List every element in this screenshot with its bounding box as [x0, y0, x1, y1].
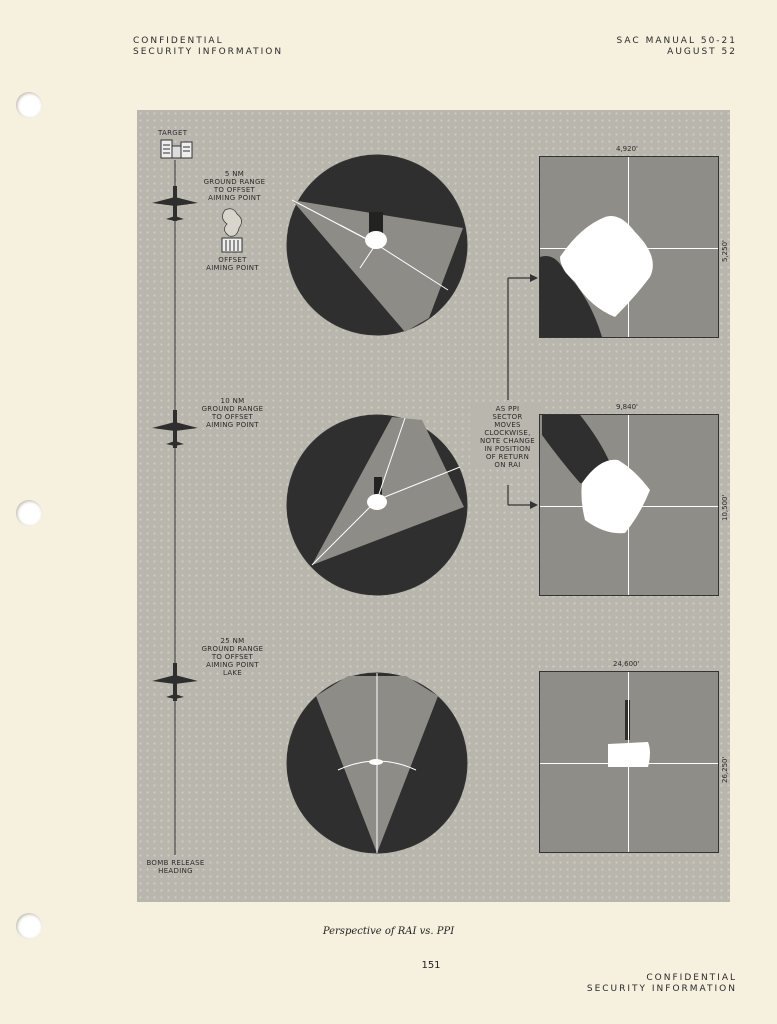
header-confidential: CONFIDENTIAL — [133, 36, 224, 46]
ppi-scope-1 — [287, 155, 467, 335]
rai2-returns — [540, 415, 718, 595]
note-line7: OF RETURN — [485, 453, 530, 461]
step2-line2: GROUND RANGE — [201, 405, 264, 413]
header-date: AUGUST 52 — [667, 47, 737, 57]
note-line3: MOVES — [494, 421, 521, 429]
step1-line4: AIMING POINT — [208, 194, 261, 202]
rai-panel-2 — [539, 414, 719, 596]
offset-aiming-point-icon — [222, 209, 242, 252]
note-arrows — [508, 274, 538, 509]
footer-security-info: SECURITY INFORMATION — [586, 984, 737, 994]
figure-caption: Perspective of RAI vs. PPI — [322, 926, 455, 937]
step3-line1: 25 NM — [220, 637, 245, 645]
offset-line2: AIMING POINT — [206, 264, 259, 272]
rai-panel-3 — [539, 671, 719, 853]
rai2-height-label: 10,500' — [721, 494, 729, 521]
ppi-scope-3 — [287, 673, 467, 853]
offset-label — [195, 256, 270, 272]
note-line6: IN POSITION — [484, 445, 531, 453]
bomb-release-label — [138, 859, 213, 875]
rai-panel-1 — [539, 156, 719, 338]
offset-line1: OFFSET — [218, 256, 247, 264]
step1-line2: GROUND RANGE — [203, 178, 266, 186]
step2-label — [195, 397, 270, 429]
rai1-width-label: 4,920' — [616, 145, 638, 153]
step2-line1: 10 NM — [220, 397, 245, 405]
step3-line3: TO OFFSET — [211, 653, 254, 661]
target-building-icon — [161, 140, 192, 158]
rai1-returns — [540, 157, 718, 337]
target-label: TARGET — [158, 129, 188, 137]
step2-line3: TO OFFSET — [211, 413, 254, 421]
step3-line4: AIMING POINT — [206, 661, 259, 669]
footer-confidential: CONFIDENTIAL — [646, 973, 737, 983]
note-line1: AS PPI — [495, 405, 520, 413]
footer-classification — [587, 973, 737, 995]
note-line5: NOTE CHANGE — [480, 437, 535, 445]
aircraft-2-icon — [152, 410, 198, 448]
note-label — [470, 405, 545, 469]
header-manual: SAC MANUAL 50-21 — [616, 36, 737, 46]
ppi-scope-2 — [287, 415, 467, 595]
note-line8: ON RAI — [494, 461, 521, 469]
note-line2: SECTOR — [492, 413, 523, 421]
step1-label — [197, 170, 272, 202]
rai3-returns — [540, 672, 718, 852]
rai3-height-label: 26,250' — [721, 756, 729, 783]
header-security-info: SECURITY INFORMATION — [133, 47, 284, 57]
rai1-height-label: 5,250' — [721, 240, 729, 262]
step3-line2: GROUND RANGE — [201, 645, 264, 653]
step1-line3: TO OFFSET — [213, 186, 256, 194]
rai3-width-label: 24,600' — [613, 660, 640, 668]
note-line4: CLOCKWISE, — [484, 429, 531, 437]
bomb-release-line1: BOMB RELEASE — [146, 859, 205, 867]
page-number: 151 — [421, 960, 441, 971]
step3-label — [195, 637, 270, 677]
aircraft-3-icon — [152, 663, 198, 701]
aircraft-1-icon — [152, 186, 198, 221]
step1-line1: 5 NM — [224, 170, 245, 178]
bomb-release-line2: HEADING — [158, 867, 193, 875]
step3-line5: LAKE — [222, 669, 243, 677]
rai2-width-label: 9,840' — [616, 403, 638, 411]
step2-line4: AIMING POINT — [206, 421, 259, 429]
